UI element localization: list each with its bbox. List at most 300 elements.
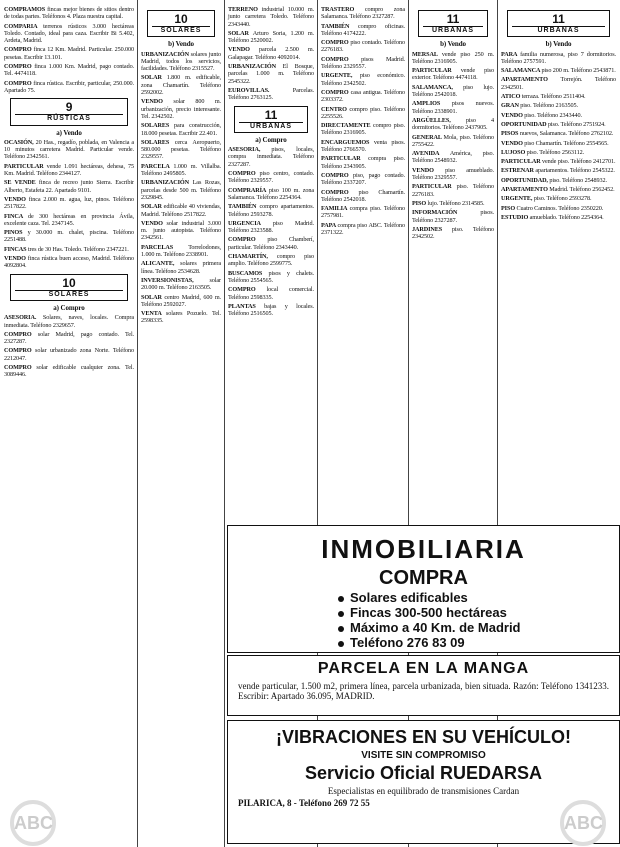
ad-bullet: Teléfono 276 83 09 <box>338 635 619 650</box>
section-subtitle: b) Vendo <box>545 40 572 49</box>
entry-keyword: VENDO <box>501 111 525 119</box>
entry-text: solar Madrid, pago contado. Tel. 2327287. <box>4 330 135 346</box>
classified-entry <box>501 67 616 74</box>
entry-text: nuevos, Salamanca. Teléfono 2762102. <box>519 130 614 138</box>
classified-entry <box>4 23 134 45</box>
classified-entry <box>141 139 221 161</box>
classified-entry <box>501 76 616 91</box>
entry-keyword: COMPRO <box>321 88 351 96</box>
column-1 <box>4 6 134 381</box>
classified-entry <box>412 117 494 132</box>
entry-text: Las Rozas, parcelas desde 500 m. Teléfono 2329845. <box>141 179 221 201</box>
entry-keyword: PISO <box>501 204 517 212</box>
classified-entry <box>4 347 134 362</box>
entry-keyword: SOLAR <box>228 29 253 37</box>
entry-keyword: GENERAL <box>412 133 444 141</box>
bullet-icon <box>338 611 344 617</box>
section-name: URBANAS <box>423 26 483 34</box>
classified-entry <box>4 6 134 21</box>
entry-text: pisos. Teléfono 2327287. <box>412 209 494 224</box>
entry-keyword: TRASTERO <box>321 6 365 13</box>
classified-entry <box>412 150 494 165</box>
classified-entry <box>321 222 405 237</box>
classified-entry <box>412 134 494 149</box>
ad-bullet: Máximo a 40 Km. de Madrid <box>338 620 619 635</box>
entry-text: cerca Aeropuerto, 580.000 pesetas. Teléfono 2329557. <box>141 138 222 161</box>
classified-entry <box>321 56 405 71</box>
column-rule <box>137 0 138 847</box>
classified-entry <box>141 203 221 218</box>
entry-text: solar 20.000 m. Teléfono 2163505. <box>141 276 221 292</box>
entry-keyword: VENTA <box>141 310 166 318</box>
classified-entry <box>141 122 221 137</box>
entry-keyword: PARTICULAR <box>412 67 461 75</box>
classified-entry <box>228 253 314 268</box>
classified-entry <box>4 213 134 228</box>
entry-text: para construcción, 18.000 pesetas. Escribir 22.401. <box>141 122 222 137</box>
classified-entry <box>412 100 494 115</box>
entry-keyword: URBANIZACIÓN <box>141 179 193 187</box>
section-number: 10 <box>62 275 76 290</box>
entry-text: finca rústica. Escribir, particular, 250.000. Apartado 75. <box>4 79 134 94</box>
section-name: RÚSTICAS <box>15 114 123 122</box>
entry-keyword: VENDO <box>412 166 446 174</box>
classified-entry <box>412 167 494 182</box>
entry-text: venta pisos. Teléfono 2766570. <box>321 138 405 154</box>
entry-keyword: COMPRO <box>4 46 34 54</box>
entry-text: compro piso. Teléfono 2255526. <box>321 105 406 120</box>
classified-entry <box>141 163 221 178</box>
classified-entry <box>4 179 134 194</box>
entry-keyword: PARCELA <box>141 162 174 170</box>
ad-body: vende particular, 1.500 m2, primera línea, parcela urbanizada, bien situada. Razón: Teléfono 1341233. Escribir: Apartado 36.095, MADRID. <box>238 681 609 701</box>
entry-text: finca rústica buen acceso, Madrid. Teléfono 4092804. <box>4 255 135 270</box>
classified-entry <box>228 286 314 301</box>
entry-keyword: INFORMACIÓN <box>412 209 481 217</box>
entry-text: piso amueblado. Teléfono 2329557. <box>412 166 494 182</box>
section-number: 11 <box>552 12 565 26</box>
classified-entry <box>4 364 134 379</box>
classified-entry <box>228 6 314 28</box>
classified-entry <box>501 177 616 184</box>
classified-entry <box>228 303 314 318</box>
entry-keyword: GRAN <box>501 102 521 110</box>
entry-text: piso, pago contado. Teléfono 2337207. <box>321 171 406 187</box>
entry-keyword: ALICANTE, <box>141 260 181 268</box>
entry-text: casa antigua. Teléfono 2303372. <box>321 88 405 104</box>
entry-keyword: COMPRO <box>321 188 359 196</box>
classified-entry <box>228 63 314 85</box>
entry-keyword: OCASIÓN, <box>4 138 36 146</box>
entry-text: 20 Has., regadío, poblada, en Valencia a 10 minutos carretera Madrid. Particular vende. Teléfono 2342561. <box>4 138 134 161</box>
entry-text: solar industrial 3.000 m. junto autopista. Teléfono 2342561. <box>141 219 222 242</box>
entry-keyword: TAMBIÉN <box>321 22 358 30</box>
ad-bullet: Fincas 300-500 hectáreas <box>338 605 619 620</box>
entry-text: Torrelodones, 1.000 m. Teléfono 2338901. <box>141 243 221 259</box>
ad-spec: Especialistas en equilibrado de transmisiones Cardan <box>327 786 520 796</box>
section-header <box>10 98 128 125</box>
classified-entry <box>321 155 405 170</box>
entry-text: Parcelas. Teléfono 2763125. <box>228 86 314 102</box>
entry-text: piso contado. Teléfono 2276183. <box>321 39 405 54</box>
entry-text: piso centro, contado. Teléfono 2329557. <box>228 170 315 185</box>
classified-entry <box>141 98 221 120</box>
entry-text: piso 4 dormitorios. Teléfono 2437905. <box>412 116 494 132</box>
entry-keyword: COMPRO <box>4 363 37 371</box>
entry-text: piso. Teléfono 2563112. <box>526 148 585 156</box>
entry-keyword: MERSAL <box>412 50 442 58</box>
entry-keyword: OPORTUNIDAD <box>501 120 548 128</box>
entry-text: Torrejón. Teléfono 2342501. <box>501 76 616 91</box>
classified-entry <box>412 209 494 224</box>
entry-text: industrial 10.000 m. junto carretera Toledo. Teléfono 2343440. <box>228 6 314 28</box>
entry-text: finca 1.000 Km. Madrid, pago contado. Tel. 4474118. <box>4 63 135 78</box>
classified-entry <box>4 46 134 61</box>
classified-entry <box>412 226 494 241</box>
entry-text: pisos, locales, compra inmediata. Teléfono 2327287. <box>228 146 314 168</box>
entry-keyword: PARTICULAR <box>412 183 457 191</box>
entry-text: piso Madrid. Teléfono 2323588. <box>228 219 314 235</box>
entry-keyword: SOLARES <box>141 138 175 146</box>
watermark-logo: ABC <box>560 800 606 846</box>
entry-keyword: INVERSIONISTAS, <box>141 276 210 284</box>
entry-keyword: APARTAMENTO <box>501 76 561 84</box>
bullet-icon <box>338 596 344 602</box>
entry-keyword: URGENCIA <box>228 219 273 227</box>
section-subtitle: b) Vendo <box>440 40 466 49</box>
classified-entry <box>141 294 221 309</box>
entry-keyword: JARDINES <box>412 225 452 233</box>
ad-bullet: Solares edificables <box>338 590 619 605</box>
entry-keyword: VENDO <box>4 255 28 263</box>
entry-keyword: FINCAS <box>4 245 28 253</box>
entry-keyword: SOLAR <box>141 293 165 301</box>
entry-keyword: ASESORIA, <box>228 146 272 154</box>
entry-keyword: PARA <box>501 50 521 58</box>
classified-entry <box>501 214 616 221</box>
ad-subtitle: COMPRA <box>379 567 468 589</box>
entry-keyword: PARCELAS <box>141 243 189 251</box>
entry-text: compro piso. Teléfono 2316905. <box>321 122 405 137</box>
classified-entry <box>501 51 616 66</box>
classified-entry <box>501 167 616 174</box>
entry-text: solar urbanizado zona Norte. Teléfono 2212047. <box>4 347 135 362</box>
classified-entry <box>228 220 314 235</box>
entry-text: bajas y locales. Teléfono 2516505. <box>228 302 315 318</box>
entry-text: solar edificable cualquier zona. Tel. 3089446. <box>4 363 134 379</box>
entry-keyword: APARTAMENTO <box>501 186 550 194</box>
section-subtitle: a) Compro <box>255 135 287 144</box>
entry-keyword: URGENTE, <box>321 72 360 80</box>
entry-text: piso Chamberí, particular. Teléfono 2343440. <box>228 236 314 251</box>
entry-text: 1.000 m. Villalba. Teléfono 2495805. <box>141 162 221 178</box>
entry-keyword: FAMILIA <box>321 205 350 213</box>
entry-keyword: PISO <box>412 199 428 207</box>
entry-text: América, piso. Teléfono 2548932. <box>412 150 494 165</box>
entry-keyword: COMPRO <box>228 170 260 178</box>
entry-text: pisos Madrid. Teléfono 2329557. <box>321 55 406 71</box>
classified-entry <box>501 205 616 212</box>
entry-text: terraza. Teléfono 2511404. <box>521 93 586 101</box>
classified-entry <box>4 163 134 178</box>
entry-keyword: COMPRO <box>228 286 267 294</box>
entry-text: terrenos rústicos 3.000 hectáreas Toledo. Contado, ideal para caza. Escribir Bi 5.402, Ardeta, Madrid. <box>4 22 135 45</box>
entry-text: piso. Teléfono 2593278. <box>533 195 592 203</box>
entry-keyword: LUJOSO <box>501 148 527 156</box>
section-number: 11 <box>446 12 460 26</box>
entry-text: piso. Teléfono 2548932. <box>549 176 607 184</box>
classified-entry <box>4 196 134 211</box>
ad-brand: Servicio Oficial RUEDARSA <box>304 763 543 783</box>
entry-text: y 30.000 m. chalet, piscina. Teléfono 2251488. <box>4 229 135 244</box>
entry-text: parcela 2.500 m. Galapagar. Teléfono 4092014. <box>228 46 314 61</box>
entry-text: compra piso. Teléfono 2757981. <box>321 205 405 220</box>
classified-entry <box>501 112 616 119</box>
section-header <box>418 10 488 37</box>
entry-text: piso. Teléfono 2163505. <box>520 102 578 110</box>
entry-text: Mola, piso. Teléfono 2755422. <box>412 133 494 148</box>
section-name: SOLARES <box>152 26 210 34</box>
entry-text: solar 800 m. urbanización, precio interesante. Tel. 2342502. <box>141 98 221 120</box>
section-number: 11 <box>264 107 278 122</box>
entry-keyword: PISOS <box>501 130 520 138</box>
classified-entry <box>321 189 405 204</box>
classified-entry <box>228 203 314 218</box>
entry-keyword: VENDO <box>141 98 174 106</box>
entry-text: compro piso amplio. Teléfono 2599775. <box>228 253 314 268</box>
entry-keyword: COMPRO <box>321 39 351 47</box>
column-4 <box>321 6 405 238</box>
column-rule <box>224 0 225 847</box>
classified-entry <box>228 30 314 45</box>
entry-text: finca 12 Km. Madrid. Particular. 250.000 pesetas. Escribir 13.101. <box>4 46 134 61</box>
section-header <box>147 10 215 37</box>
ad-footer: PILARICA, 8 - Teléfono 269 72 55 <box>238 798 370 808</box>
entry-text: piso 100 m. zona Salamanca. Teléfono 2254364. <box>228 186 314 201</box>
classified-entry <box>4 80 134 95</box>
ad-inmobiliaria <box>227 525 620 653</box>
classified-entry <box>321 89 405 104</box>
entry-text: Arturo Soria, 1.200 m. Teléfono 2520002. <box>228 29 315 45</box>
entry-text: finca de recreo junto Sierra. Escribir Alberto, Estafeta 22. Apartado 9101. <box>4 179 134 194</box>
entry-keyword: COMPRO <box>321 171 353 179</box>
entry-text: Cuatro Caminos. Teléfono 2350220. <box>516 204 604 212</box>
entry-text: El Bosque, parcelas 1.000 m. Teléfono 2545322. <box>228 63 314 85</box>
column-3 <box>228 6 314 319</box>
classified-entry <box>501 186 616 193</box>
entry-keyword: COMPRO <box>4 63 35 71</box>
section-name: URBANAS <box>239 122 303 130</box>
entry-keyword: PARTICULAR <box>501 158 543 166</box>
classified-entry <box>321 205 405 220</box>
classified-entry <box>228 146 314 168</box>
entry-keyword: SOLAR <box>141 203 164 211</box>
section-name: SOLARES <box>15 290 123 298</box>
bullet-icon <box>338 641 344 647</box>
classified-entry <box>141 260 221 275</box>
section-subtitle: a) Compro <box>53 303 85 312</box>
entry-keyword: VENDO <box>501 139 525 147</box>
entry-keyword: URGENTE, <box>501 195 534 203</box>
classified-entry <box>141 220 221 242</box>
section-header <box>234 106 308 133</box>
entry-keyword: BUSCAMOS <box>228 269 269 277</box>
entry-text: piso. Teléfono 2276183. <box>412 183 494 198</box>
classified-entry <box>501 130 616 137</box>
entry-text: Solares, naves, locales. Compra inmediata. Teléfono 2329657. <box>4 314 134 329</box>
classified-entry <box>228 170 314 185</box>
entry-keyword: COMPRO <box>321 55 362 63</box>
entry-text: Madrid. Teléfono 2562452. <box>549 186 615 194</box>
entry-text: piso 200 m. Teléfono 2543871. <box>541 67 616 75</box>
entry-keyword: EUROVILLAS. <box>228 86 293 94</box>
entry-text: compro zona Salamanca. Teléfono 2327287. <box>321 6 405 21</box>
entry-text: compra piso. Teléfono 2343905. <box>321 155 405 170</box>
classified-entry <box>141 51 221 73</box>
entry-text: centro Madrid, 600 m. Teléfono 2592027. <box>141 293 222 308</box>
classified-entry <box>141 244 221 259</box>
entry-text: local comercial. Teléfono 2598335. <box>228 286 314 301</box>
entry-keyword: PARTICULAR <box>321 155 369 163</box>
entry-text: compro oficinas. Teléfono 4174222. <box>321 22 405 37</box>
classified-entry <box>4 314 134 329</box>
classified-entry <box>321 106 405 121</box>
classified-entry <box>501 195 616 202</box>
entry-keyword: ASESORIA. <box>4 314 43 322</box>
entry-text: finca 2.000 m. agua, luz, pinos. Teléfono 2517822. <box>4 195 135 211</box>
classified-entry <box>321 23 405 38</box>
entry-keyword: CHAMARTÍN, <box>228 253 277 261</box>
section-number: 10 <box>174 12 188 26</box>
entry-keyword: URBANIZACIÓN <box>228 63 283 71</box>
entry-text: vende piso exterior. Teléfono 4474118. <box>412 67 494 82</box>
entry-text: vende piso. Teléfono 2412701. <box>542 158 616 166</box>
entry-text: piso Chamartín. Teléfono 2554565. <box>524 139 609 147</box>
entry-keyword: VENDO <box>141 219 167 227</box>
entry-keyword: ARGÜELLES, <box>412 116 466 124</box>
section-name: URBANAS <box>512 26 605 34</box>
entry-keyword: SOLAR <box>141 74 167 82</box>
entry-text: familia numerosa, piso 7 dormitorios. Teléfono 2757591. <box>501 50 616 65</box>
entry-keyword: PLANTAS <box>228 302 265 310</box>
bullet-icon <box>338 626 344 632</box>
classified-entry <box>141 310 221 325</box>
entry-text: piso. Teléfono 2751924. <box>547 120 606 128</box>
classified-entry <box>412 51 494 66</box>
entry-text: 1.800 m. edificable, zona Chamartín. Teléfono 2592002. <box>141 74 221 97</box>
column-6 <box>501 6 616 223</box>
watermark-logo: ABC <box>10 800 56 846</box>
entry-keyword: ESTRENAR <box>501 167 536 175</box>
ad-title: PARCELA EN LA MANGA <box>317 660 530 677</box>
classified-entry <box>321 6 405 21</box>
entry-keyword: URBANIZACIÓN <box>141 50 191 58</box>
classified-entry <box>501 149 616 156</box>
entry-keyword: COMPRAMOS <box>4 6 48 13</box>
entry-text: piso lujo. Teléfono 2542018. <box>412 83 494 99</box>
entry-text: vende piso 250 m. Teléfono 2316905. <box>412 50 495 65</box>
classified-entry <box>501 121 616 128</box>
entry-text: pisos y chalets. Teléfono 2554565. <box>228 269 314 284</box>
section-header <box>10 274 128 301</box>
entry-text: fincas mejor bienes de sitios dentro de todas partes. Teléfonos 4. Plaza nuestra capital. <box>4 6 134 21</box>
entry-text: solares Pozuelo. Tel. 2598335. <box>141 310 221 325</box>
classified-entry <box>501 158 616 165</box>
classified-entry <box>412 183 494 198</box>
classified-entry <box>321 39 405 54</box>
entry-keyword: COMPRARÍA <box>228 186 269 194</box>
entry-keyword: SOLARES <box>141 122 175 130</box>
entry-keyword: PARTICULAR <box>4 162 47 170</box>
classified-entry <box>501 102 616 109</box>
entry-keyword: SALAMANCA <box>501 67 542 75</box>
classified-entry <box>4 229 134 244</box>
classified-entry <box>228 87 314 102</box>
classified-entry <box>412 84 494 99</box>
classified-entry <box>321 72 405 87</box>
classified-entry <box>412 67 494 82</box>
entry-text: edificable 40 viviendas, Madrid. Teléfono 2517822. <box>141 203 221 218</box>
classified-entry <box>228 187 314 202</box>
classified-entry <box>4 255 134 270</box>
classified-entry <box>321 139 405 154</box>
entry-keyword: VENDO <box>4 195 29 203</box>
section-header <box>507 10 610 37</box>
entry-keyword: TERRENO <box>228 6 262 13</box>
column-5 <box>412 6 494 242</box>
entry-text: solares junto Madrid, todos los servicios, facilidades. Teléfono 2315527. <box>141 50 221 73</box>
entry-keyword: SE VENDE <box>4 179 39 187</box>
entry-keyword: TAMBIÉN <box>228 203 260 211</box>
entry-text: tres de 30 Has. Toledo. Teléfono 2347221. <box>27 245 129 253</box>
ad-title: ¡VIBRACIONES EN SU VEHÍCULO! <box>275 727 572 747</box>
entry-keyword: CENTRO <box>321 105 350 113</box>
entry-keyword: SALAMANCA, <box>412 83 464 91</box>
entry-text: apartamentos. Teléfono 2545322. <box>535 167 615 175</box>
entry-text: compro apartamentos. Teléfono 2593278. <box>228 203 314 218</box>
ad-parcela-manga <box>227 655 620 716</box>
entry-text: de 300 hectáreas en provincia Ávila, excelente caza. Tel. 2347145. <box>4 212 134 227</box>
entry-keyword: DIRECTAMENTE <box>321 122 373 130</box>
classified-entry <box>141 277 221 292</box>
classified-entry <box>4 63 134 78</box>
classified-entry <box>228 236 314 251</box>
classified-entry <box>4 139 134 161</box>
entry-keyword: PAPA <box>321 221 338 229</box>
entry-keyword: COMPRO <box>4 330 38 338</box>
entry-text: piso. Teléfono 2343440. <box>524 111 582 119</box>
classified-entry <box>228 270 314 285</box>
classified-entry <box>501 140 616 147</box>
entry-text: piso. Teléfono 2342502. <box>412 225 495 241</box>
entry-text: pisos nuevos. Teléfono 2338901. <box>412 100 495 115</box>
entry-keyword: ATICO <box>501 93 522 101</box>
entry-text: compra piso ABC. Teléfono 2371322. <box>321 221 405 237</box>
entry-keyword: COMPRO <box>4 347 36 355</box>
entry-text: lujo. Teléfono 2314585. <box>427 199 485 207</box>
entry-keyword: COMPRO <box>4 79 34 87</box>
ad-subtitle: VISITE SIN COMPROMISO <box>361 750 486 761</box>
classified-entry <box>321 122 405 137</box>
classified-entry <box>412 200 494 207</box>
entry-keyword: ENCARGUEMOS <box>321 138 374 146</box>
ad-title: INMOBILIARIA <box>321 534 526 564</box>
column-2 <box>141 6 221 327</box>
classified-entry <box>501 93 616 100</box>
entry-keyword: ESTUDIO <box>501 213 530 221</box>
section-number: 9 <box>65 100 73 115</box>
entry-keyword: FINCA <box>4 212 29 220</box>
